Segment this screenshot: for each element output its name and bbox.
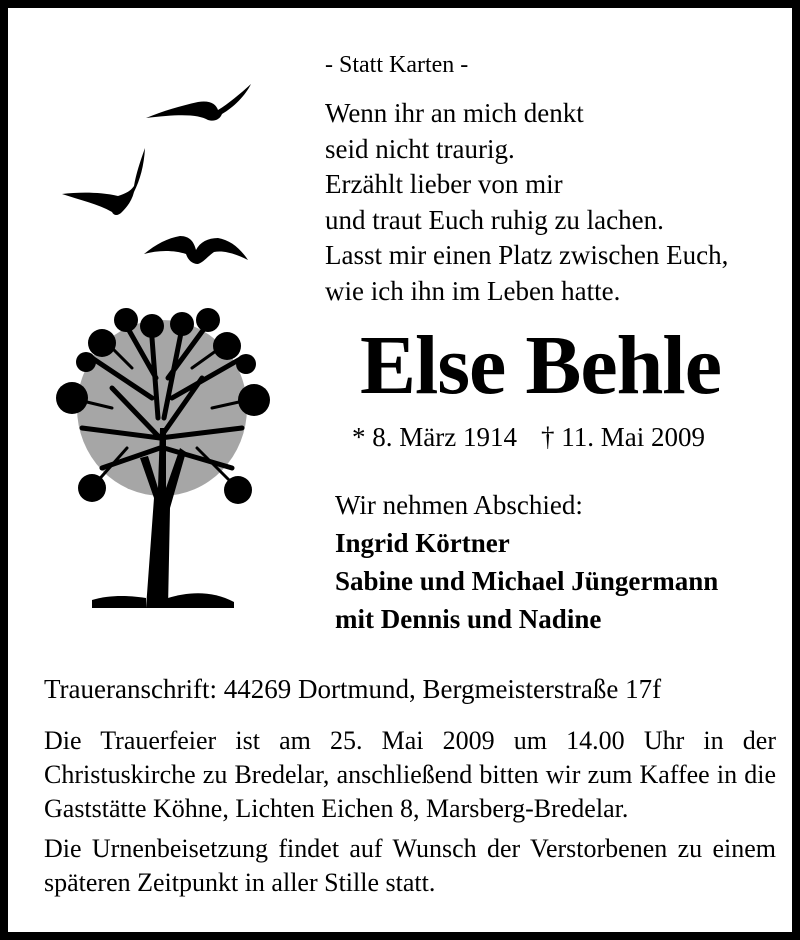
bird-icon [62,148,145,215]
death-date: † 11. Mai 2009 [540,422,705,452]
tree-icon [56,308,270,608]
mourners-block [335,486,718,638]
bird-icon [146,84,251,121]
mourning-address: Traueranschrift: 44269 Dortmund, Bergmeisterstraße 17f [44,674,662,704]
birth-date: * 8. März 1914 [352,422,517,452]
poem-line: und traut Euch ruhig zu lachen. [325,204,664,235]
burial-paragraph: Die Urnenbeisetzung findet auf Wunsch der Verstorbenen zu einem späteren Zeitpunkt in aller Stille statt. [44,834,776,897]
life-dates [352,420,705,455]
deceased-name: Else Behle [360,319,721,412]
poem-line: wie ich ihn im Leben hatte. [325,275,621,306]
poem-line: seid nicht traurig. [325,133,515,164]
poem [325,96,728,309]
tree-illustration [42,298,287,618]
poem-line: Wenn ihr an mich denkt [325,98,584,128]
birds-illustration [48,74,288,274]
statt-karten-label: - Statt Karten - [325,52,469,78]
mourner-name: mit Dennis und Nadine [335,604,602,634]
mourner-name: Sabine und Michael Jüngermann [335,566,719,596]
poem-line: Lasst mir einen Platz zwischen Euch, [325,240,729,270]
funeral-paragraph: Die Trauerfeier ist am 25. Mai 2009 um 14.00 Uhr in der Christuskirche zu Bredelar, anschließend bitten wir zum Kaffee in die Gaststätte Köhne, Lichten Eichen 8, Marsberg-Bredelar. [44,726,776,823]
mourner-name: Ingrid Körtner [335,528,510,558]
farewell-intro: Wir nehmen Abschied: [335,490,583,520]
bird-icon [144,236,248,264]
poem-line: Erzählt lieber von mir [325,169,563,199]
